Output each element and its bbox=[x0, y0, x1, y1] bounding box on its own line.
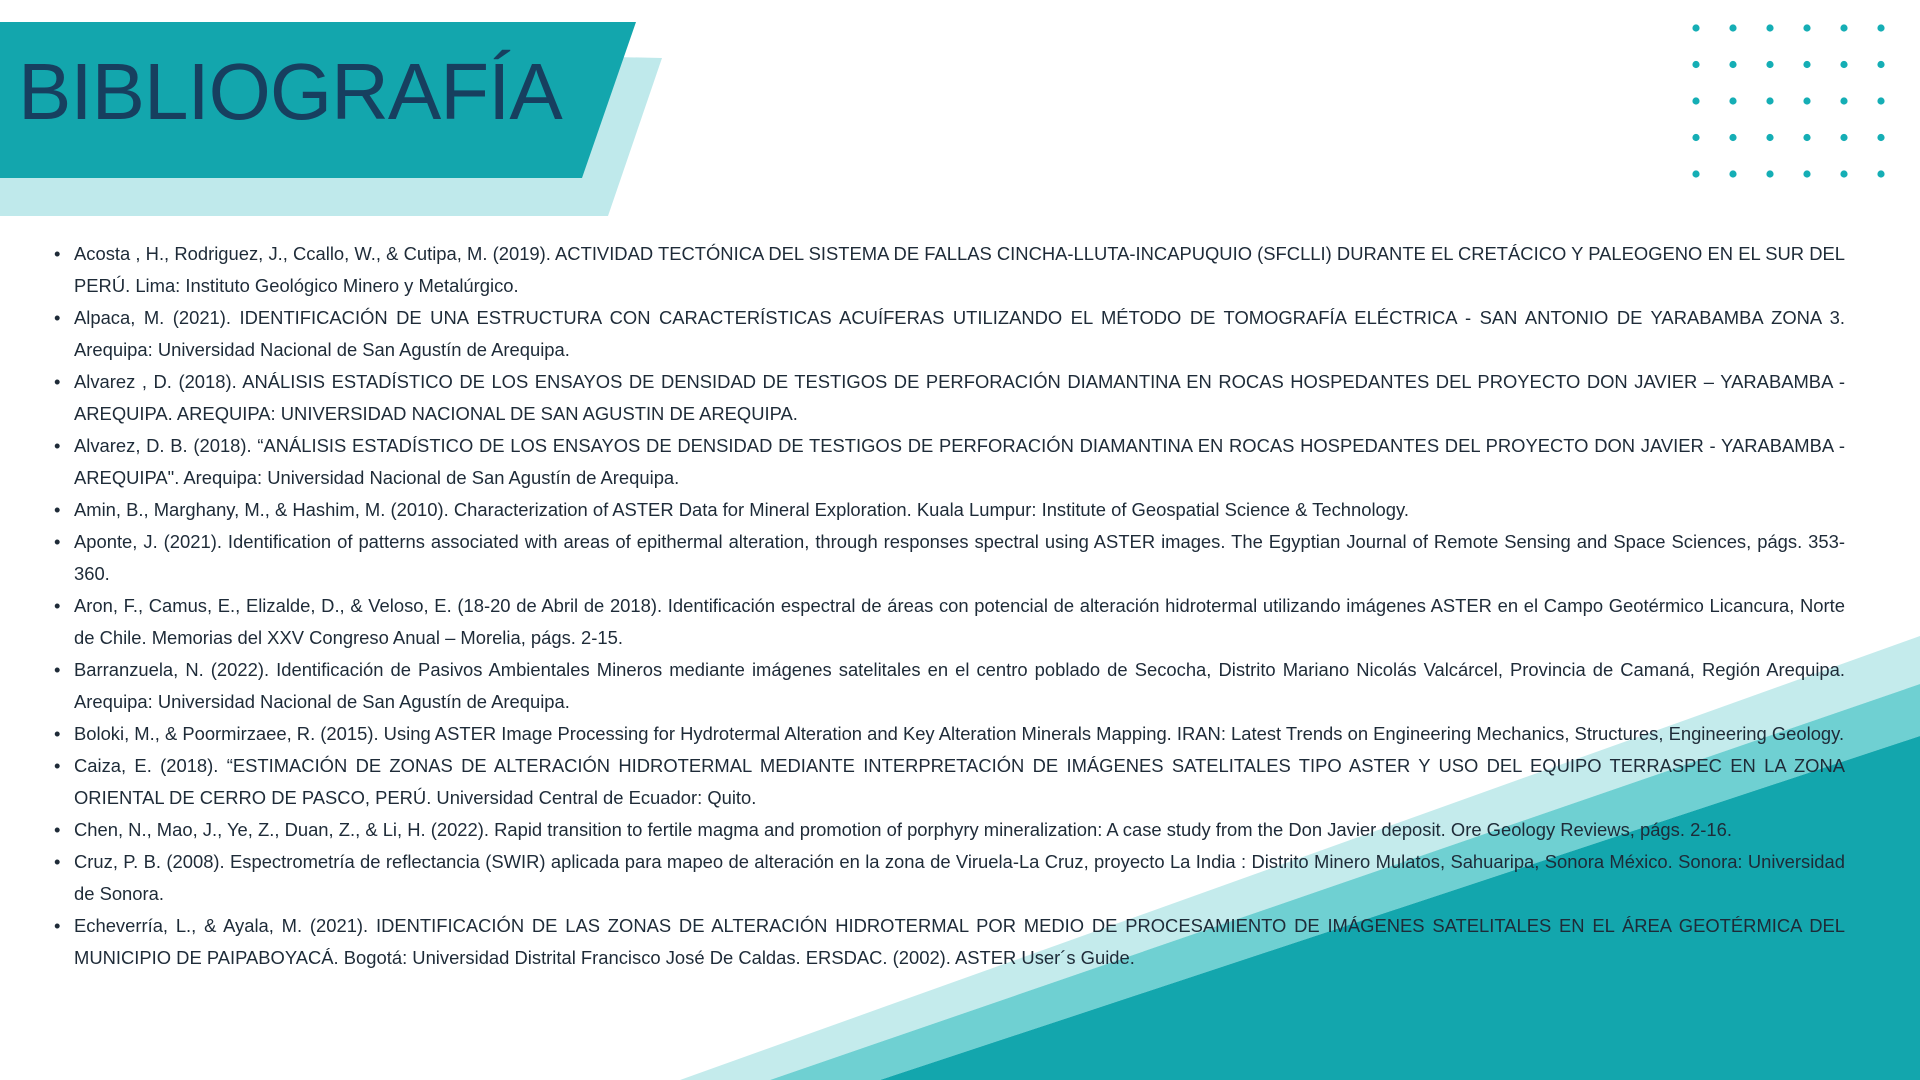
page-title: BIBLIOGRAFÍA bbox=[18, 47, 562, 136]
reference-text: Amin, B., Marghany, M., & Hashim, M. (2010). Characterization of ASTER Data for Mineral Exploration. Kuala Lumpur: Institute of Geospatial Science & Technology. bbox=[74, 499, 1409, 520]
decorative-dot bbox=[1803, 24, 1810, 31]
decorative-dot bbox=[1766, 170, 1773, 177]
reference-item bbox=[52, 718, 1845, 750]
decorative-dot bbox=[1729, 24, 1736, 31]
decorative-dot bbox=[1803, 170, 1810, 177]
bullet-icon: • bbox=[54, 659, 61, 680]
reference-item bbox=[52, 430, 1845, 494]
reference-text: Aron, F., Camus, E., Elizalde, D., & Veloso, E. (18-20 de Abril de 2018). Identificación espectral de áreas con potencial de alteración hidrotermal utilizando imágenes ASTER en el Campo Geotérmico Licancura, Norte de Chile. Memorias del XXV Congreso Anual – Morelia, págs. 2-15. bbox=[74, 595, 1845, 648]
bullet-icon: • bbox=[54, 371, 61, 392]
reference-list bbox=[52, 238, 1845, 974]
reference-item bbox=[52, 302, 1845, 366]
decorative-dot bbox=[1729, 170, 1736, 177]
decorative-dot bbox=[1692, 97, 1699, 104]
reference-item bbox=[52, 238, 1845, 302]
decorative-dot bbox=[1766, 134, 1773, 141]
reference-text: Boloki, M., & Poormirzaee, R. (2015). Using ASTER Image Processing for Hydrotermal Alteration and Key Alteration Minerals Mapping. IRAN: Latest Trends on Engineering Mechanics, Structures, Engineering Geology. bbox=[74, 723, 1845, 744]
dot-grid-decoration bbox=[1692, 24, 1884, 177]
reference-text: Barranzuela, N. (2022). Identificación de Pasivos Ambientales Mineros mediante imágenes satelitales en el centro poblado de Secocha, Distrito Mariano Nicolás Valcárcel, Provincia de Camaná, Región Arequipa. Arequipa: Universidad Nacional de San Agustín de Arequipa. bbox=[74, 659, 1845, 712]
reference-text: Alvarez, D. B. (2018). “ANÁLISIS ESTADÍSTICO DE LOS ENSAYOS DE DENSIDAD DE TESTIGOS DE PERFORACIÓN DIAMANTINA EN ROCAS HOSPEDANTES DEL PROYECTO DON JAVIER - YARABAMBA - AREQUIPA". Arequipa: Universidad Nacional de San Agustín de Arequipa. bbox=[74, 435, 1845, 488]
decorative-dot bbox=[1692, 170, 1699, 177]
bullet-icon: • bbox=[54, 819, 61, 840]
bullet-icon: • bbox=[54, 531, 61, 552]
bullet-icon: • bbox=[54, 915, 61, 936]
bullet-icon: • bbox=[54, 723, 61, 744]
decorative-dot bbox=[1840, 170, 1847, 177]
reference-text: Alpaca, M. (2021). IDENTIFICACIÓN DE UNA ESTRUCTURA CON CARACTERÍSTICAS ACUÍFERAS UTILIZANDO EL MÉTODO DE TOMOGRAFÍA ELÉCTRICA - SAN ANTONIO DE YARABAMBA ZONA 3. Arequipa: Universidad Nacional de San Agustín de Arequipa. bbox=[74, 307, 1845, 360]
decorative-dot bbox=[1729, 97, 1736, 104]
decorative-dot bbox=[1877, 24, 1884, 31]
decorative-dot bbox=[1877, 97, 1884, 104]
reference-text: Acosta , H., Rodriguez, J., Ccallo, W., & Cutipa, M. (2019). ACTIVIDAD TECTÓNICA DEL SISTEMA DE FALLAS CINCHA-LLUTA-INCAPUQUIO (SFCLLI) DURANTE EL CRETÁCICO Y PALEOGENO EN EL SUR DEL PERÚ. Lima: Instituto Geológico Minero y Metalúrgico. bbox=[74, 243, 1845, 296]
bullet-icon: • bbox=[54, 307, 61, 328]
reference-item bbox=[52, 654, 1845, 718]
bullet-icon: • bbox=[54, 595, 61, 616]
reference-text: Alvarez , D. (2018). ANÁLISIS ESTADÍSTICO DE LOS ENSAYOS DE DENSIDAD DE TESTIGOS DE PERFORACIÓN DIAMANTINA EN ROCAS HOSPEDANTES DEL PROYECTO DON JAVIER – YARABAMBA - AREQUIPA. AREQUIPA: UNIVERSIDAD NACIONAL DE SAN AGUSTIN DE AREQUIPA. bbox=[74, 371, 1845, 424]
decorative-dot bbox=[1840, 24, 1847, 31]
reference-item bbox=[52, 814, 1845, 846]
decorative-dot bbox=[1840, 97, 1847, 104]
decorative-dot bbox=[1877, 61, 1884, 68]
decorative-dot bbox=[1877, 134, 1884, 141]
reference-item bbox=[52, 750, 1845, 814]
bullet-icon: • bbox=[54, 435, 61, 456]
bullet-icon: • bbox=[54, 499, 61, 520]
reference-text: Chen, N., Mao, J., Ye, Z., Duan, Z., & Li, H. (2022). Rapid transition to fertile magma and promotion of porphyry mineralization: A case study from the Don Javier deposit. Ore Geology Reviews, págs. 2-16. bbox=[74, 819, 1732, 840]
reference-text: Caiza, E. (2018). “ESTIMACIÓN DE ZONAS DE ALTERACIÓN HIDROTERMAL MEDIANTE INTERPRETACIÓN DE IMÁGENES SATELITALES TIPO ASTER Y USO DEL EQUIPO TERRASPEC EN LA ZONA ORIENTAL DE CERRO DE PASCO, PERÚ. Universidad Central de Ecuador: Quito. bbox=[74, 755, 1845, 808]
decorative-dot bbox=[1877, 170, 1884, 177]
reference-item bbox=[52, 526, 1845, 590]
decorative-dot bbox=[1840, 134, 1847, 141]
decorative-dot bbox=[1729, 61, 1736, 68]
decorative-dot bbox=[1766, 24, 1773, 31]
decorative-dot bbox=[1692, 134, 1699, 141]
bullet-icon: • bbox=[54, 851, 61, 872]
decorative-dot bbox=[1692, 61, 1699, 68]
decorative-dot bbox=[1803, 97, 1810, 104]
reference-item bbox=[52, 494, 1845, 526]
decorative-dot bbox=[1729, 134, 1736, 141]
decorative-dot bbox=[1840, 61, 1847, 68]
reference-text: Aponte, J. (2021). Identification of patterns associated with areas of epithermal alteration, through responses spectral using ASTER images. The Egyptian Journal of Remote Sensing and Space Sciences, págs. 353-360. bbox=[74, 531, 1845, 584]
decorative-dot bbox=[1766, 97, 1773, 104]
reference-text: Echeverría, L., & Ayala, M. (2021). IDENTIFICACIÓN DE LAS ZONAS DE ALTERACIÓN HIDROTERMAL POR MEDIO DE PROCESAMIENTO DE IMÁGENES SATELITALES EN EL ÁREA GEOTÉRMICA DEL MUNICIPIO DE PAIPABOYACÁ. Bogotá: Universidad Distrital Francisco José De Caldas. ERSDAC. (2002). ASTER User´s Guide. bbox=[74, 915, 1845, 968]
reference-item bbox=[52, 366, 1845, 430]
decorative-dot bbox=[1803, 134, 1810, 141]
bullet-icon: • bbox=[54, 755, 61, 776]
bullet-icon: • bbox=[54, 243, 61, 264]
decorative-dot bbox=[1766, 61, 1773, 68]
reference-item bbox=[52, 910, 1845, 974]
reference-item bbox=[52, 846, 1845, 910]
reference-item bbox=[52, 590, 1845, 654]
decorative-dot bbox=[1692, 24, 1699, 31]
reference-text: Cruz, P. B. (2008). Espectrometría de reflectancia (SWIR) aplicada para mapeo de alteración en la zona de Viruela-La Cruz, proyecto La India : Distrito Minero Mulatos, Sahuaripa, Sonora México. Sonora: Universidad de Sonora. bbox=[74, 851, 1845, 904]
decorative-dot bbox=[1803, 61, 1810, 68]
